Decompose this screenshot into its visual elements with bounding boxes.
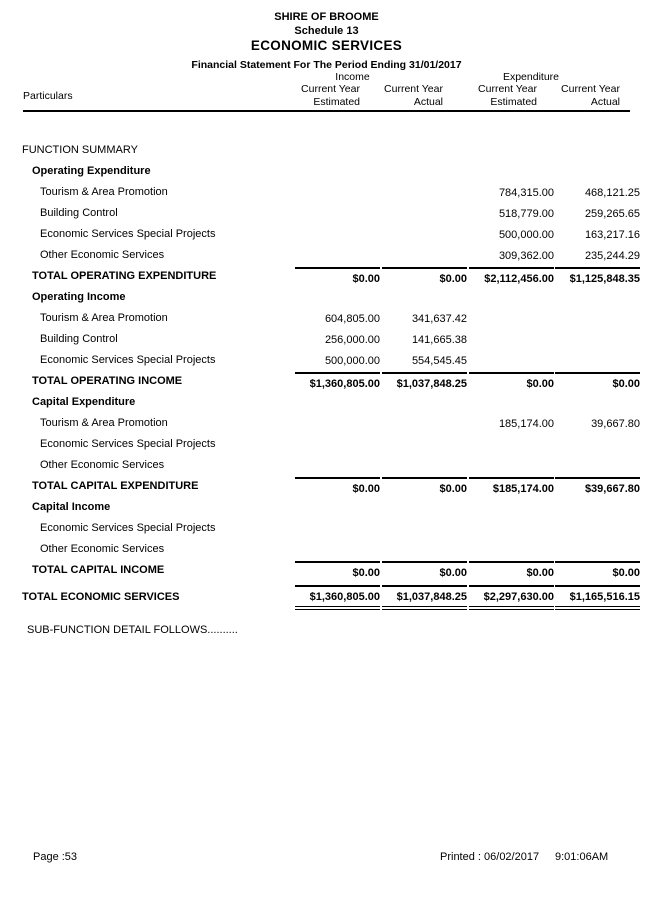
- cell-income-estimated: $1,360,805.00: [295, 372, 380, 391]
- column-header-income-actual: [358, 83, 443, 109]
- row-label: TOTAL OPERATING EXPENDITURE: [32, 270, 217, 282]
- cell-income-estimated: $1,360,805.00: [295, 585, 380, 610]
- printed-time: 9:01:06AM: [555, 851, 609, 863]
- row-label: Economic Services Special Projects: [40, 228, 216, 240]
- cell-expenditure-actual: 235,244.29: [584, 250, 640, 262]
- column-header-line2: Actual: [590, 96, 620, 108]
- report-subtitle: Financial Statement For The Period Ending 31/01/2017: [191, 59, 462, 71]
- table-row: [0, 498, 653, 519]
- schedule-number: Schedule 13: [294, 25, 359, 37]
- row-label: Other Economic Services: [40, 459, 165, 471]
- cell-income-estimated: $0.00: [295, 477, 380, 496]
- column-header-line1: Current Year: [301, 83, 360, 95]
- page-number: Page :53: [33, 851, 78, 863]
- cell-income-actual: $0.00: [382, 561, 467, 580]
- row-label: TOTAL ECONOMIC SERVICES: [22, 591, 180, 603]
- cell-expenditure-actual: $0.00: [555, 372, 640, 391]
- table-row: [0, 519, 653, 540]
- row-label: Other Economic Services: [40, 249, 165, 261]
- row-label: FUNCTION SUMMARY: [22, 144, 138, 156]
- cell-income-actual: $0.00: [382, 267, 467, 286]
- table-row: [0, 267, 653, 288]
- row-label: Building Control: [40, 333, 118, 345]
- column-header-line1: Current Year: [384, 83, 443, 95]
- cell-expenditure-actual: $0.00: [555, 561, 640, 580]
- cell-expenditure-actual: 39,667.80: [591, 418, 640, 430]
- row-label: Tourism & Area Promotion: [40, 186, 168, 198]
- table-body: [0, 141, 653, 612]
- row-label: TOTAL CAPITAL INCOME: [32, 564, 165, 576]
- cell-income-estimated: 604,805.00: [324, 313, 380, 325]
- cell-expenditure-estimated: 185,174.00: [498, 418, 554, 430]
- cell-income-estimated: $0.00: [295, 561, 380, 580]
- column-header-expenditure-actual: [535, 83, 620, 109]
- cell-income-estimated: 500,000.00: [324, 355, 380, 367]
- cell-expenditure-estimated: 518,779.00: [498, 208, 554, 220]
- group-header-expenditure: Expenditure: [502, 71, 560, 83]
- cell-expenditure-actual: $1,125,848.35: [555, 267, 640, 286]
- table-row: [0, 435, 653, 456]
- table-row: [0, 309, 653, 330]
- table-row: [0, 414, 653, 435]
- row-label: Economic Services Special Projects: [40, 438, 216, 450]
- cell-expenditure-estimated: $185,174.00: [469, 477, 554, 496]
- row-label: Other Economic Services: [40, 543, 165, 555]
- cell-expenditure-actual: 163,217.16: [584, 229, 640, 241]
- table-row: [0, 540, 653, 561]
- group-header-income: Income: [335, 71, 370, 83]
- table-row: [0, 372, 653, 393]
- row-label: TOTAL OPERATING INCOME: [32, 375, 183, 387]
- cell-expenditure-estimated: 784,315.00: [498, 187, 554, 199]
- org-name: SHIRE OF BROOME: [274, 11, 379, 23]
- row-label: TOTAL CAPITAL EXPENDITURE: [32, 480, 199, 492]
- cell-income-estimated: $0.00: [295, 267, 380, 286]
- cell-expenditure-actual: $1,165,516.15: [555, 585, 640, 610]
- cell-expenditure-estimated: 500,000.00: [498, 229, 554, 241]
- row-label: Economic Services Special Projects: [40, 522, 216, 534]
- table-row: [0, 183, 653, 204]
- cell-expenditure-actual: 259,265.65: [584, 208, 640, 220]
- row-label: Tourism & Area Promotion: [40, 312, 168, 324]
- column-header-line2: Estimated: [313, 96, 360, 108]
- column-header-line2: Actual: [413, 96, 443, 108]
- table-row: [0, 456, 653, 477]
- column-header-line1: Current Year: [561, 83, 620, 95]
- row-label: Building Control: [40, 207, 118, 219]
- table-row: [0, 477, 653, 498]
- cell-expenditure-actual: $39,667.80: [555, 477, 640, 496]
- table-row: [0, 585, 653, 612]
- table-row: [0, 330, 653, 351]
- cell-expenditure-estimated: 309,362.00: [498, 250, 554, 262]
- column-header-line2: Estimated: [490, 96, 537, 108]
- cell-income-actual: 554,545.45: [411, 355, 467, 367]
- table-row: [0, 162, 653, 183]
- column-header-income-estimated: [275, 83, 360, 109]
- cell-expenditure-actual: 468,121.25: [584, 187, 640, 199]
- table-row: [0, 141, 653, 162]
- row-label: Economic Services Special Projects: [40, 354, 216, 366]
- row-label: Operating Income: [32, 291, 126, 303]
- cell-income-actual: 341,637.42: [411, 313, 467, 325]
- row-label: Capital Expenditure: [32, 396, 136, 408]
- row-label: Capital Income: [32, 501, 111, 513]
- header-divider-rule: [23, 110, 630, 112]
- table-row: [0, 393, 653, 414]
- report-title: ECONOMIC SERVICES: [250, 38, 403, 53]
- sub-function-note: SUB-FUNCTION DETAIL FOLLOWS..........: [27, 624, 238, 636]
- particulars-header: Particulars: [23, 90, 73, 102]
- table-row: [0, 204, 653, 225]
- cell-expenditure-estimated: $2,112,456.00: [469, 267, 554, 286]
- row-label: Tourism & Area Promotion: [40, 417, 168, 429]
- table-row: [0, 246, 653, 267]
- row-label: Operating Expenditure: [32, 165, 151, 177]
- cell-income-actual: $1,037,848.25: [382, 585, 467, 610]
- cell-income-actual: 141,665.38: [411, 334, 467, 346]
- column-header-expenditure-estimated: [452, 83, 537, 109]
- cell-income-actual: $0.00: [382, 477, 467, 496]
- cell-income-actual: $1,037,848.25: [382, 372, 467, 391]
- printed-date: Printed : 06/02/2017: [440, 851, 540, 863]
- cell-expenditure-estimated: $0.00: [469, 372, 554, 391]
- table-row: [0, 288, 653, 309]
- cell-income-estimated: 256,000.00: [324, 334, 380, 346]
- table-row: [0, 561, 653, 582]
- column-header-line1: Current Year: [478, 83, 537, 95]
- table-row: [0, 351, 653, 372]
- cell-expenditure-estimated: $2,297,630.00: [469, 585, 554, 610]
- table-row: [0, 225, 653, 246]
- cell-expenditure-estimated: $0.00: [469, 561, 554, 580]
